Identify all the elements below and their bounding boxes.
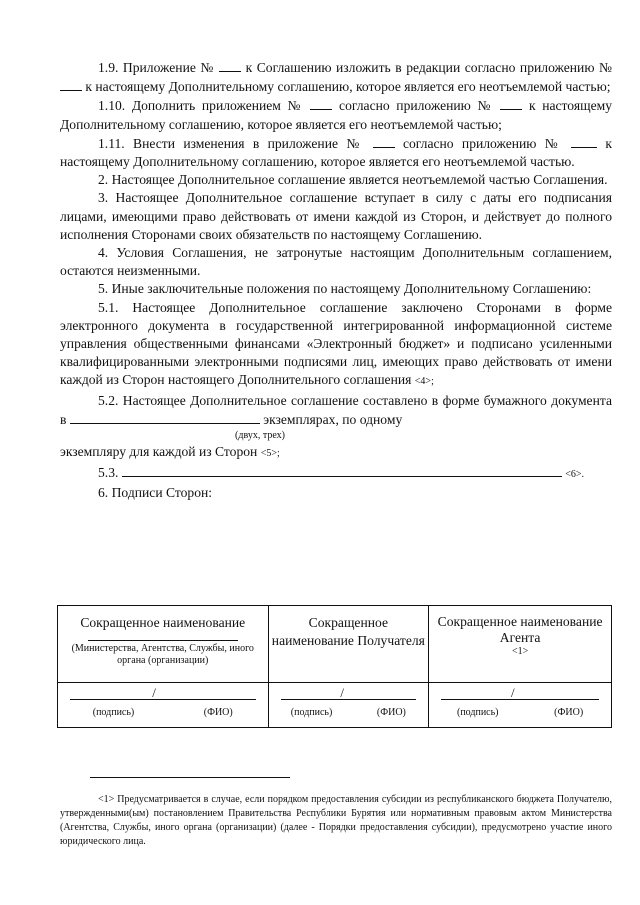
clause-1-11-a: 1.11. Внести изменения в приложение № <box>98 135 365 151</box>
sign-separator: / <box>152 685 156 700</box>
signature-label: (подпись) <box>92 707 135 718</box>
clause-1-9 <box>60 58 612 96</box>
blank-field <box>373 134 395 148</box>
ministry-title: Сокращенное наименование <box>80 615 246 630</box>
clause-1-9-b: к Соглашению изложить в редакции согласно приложению № <box>245 60 612 75</box>
clause-5-2-b: экземплярах, по одному <box>263 411 403 427</box>
ministry-note: (Министерства, Агентства, Службы, иного органа (организации) <box>71 643 254 666</box>
clause-3: 3. Настоящее Дополнительное соглашение вступает в силу с даты его подписания лицами, имеющими право действовать от имени каждой из Сторон, и действует до полного исполнения Сторонами своих обязательств по настоящему Соглашению. <box>60 190 612 242</box>
recipient-sign-cell <box>268 683 429 728</box>
blank-field <box>219 58 241 72</box>
clause-5-2-a: 5.2. Настоящее Дополнительное соглашение составлено в форме бумажного документа в <box>60 392 612 427</box>
clause-1-9-c: к настоящему Дополнительному соглашению, которое является его неотъемлемой частью; <box>85 79 611 95</box>
copies-caption: (двух, трех) <box>235 430 285 442</box>
clause-5-2-cont <box>60 443 612 463</box>
clause-6: 6. Подписи Сторон: <box>98 485 213 501</box>
blank-field <box>571 134 597 148</box>
agreement-text <box>60 58 612 503</box>
signature-line <box>70 699 256 700</box>
signature-label: (подпись) <box>290 707 333 718</box>
clause-1-10-a: 1.10. Дополнить приложением № <box>98 98 304 114</box>
ministry-sign-cell <box>58 683 269 728</box>
name-label: (ФИО) <box>203 707 233 718</box>
sign-separator: / <box>340 685 344 700</box>
clause-5: 5. Иные заключительные положения по настоящему Дополнительному Соглашению: <box>98 281 592 297</box>
clause-2: 2. Настоящее Дополнительное соглашение является неотъемлемой частью Соглашения. <box>98 172 608 188</box>
blank-field <box>310 96 332 110</box>
ministry-name-line <box>88 636 238 641</box>
name-label: (ФИО) <box>554 707 584 718</box>
footnote-ref-6: <6>. <box>565 469 584 481</box>
agent-sign-cell <box>429 683 612 728</box>
blank-field <box>500 96 522 110</box>
ministry-header-cell <box>58 606 269 683</box>
clause-1-10-c: к настоящему Дополнительному соглашению, которое является его неотъемлемой частью; <box>60 98 612 132</box>
signature-line <box>281 699 417 700</box>
clause-4: 4. Условия Соглашения, не затронутые настоящим Дополнительным соглашением, остаются неизменными. <box>60 245 612 279</box>
signature-line <box>441 699 599 700</box>
agent-header-cell <box>429 606 612 683</box>
signatures-sign-row <box>58 683 612 728</box>
agent-title: Сокращенное наименование Агента <box>437 614 603 645</box>
clause-1-9-a: 1.9. Приложение № <box>98 60 215 75</box>
clause-1-11 <box>60 134 612 171</box>
signatures-table <box>57 605 612 728</box>
recipient-header-cell <box>268 606 429 683</box>
clause-1-10 <box>60 96 612 133</box>
blank-field <box>60 77 82 91</box>
clause-5-3-a: 5.3. <box>98 465 119 481</box>
clause-1-11-b: согласно приложению № <box>402 135 563 151</box>
clause-5-1-text: 5.1. Настоящее Дополнительное соглашение заключено Сторонами в форме электронного документа в государственной интегрированной информационной системе управления общественными финансами «Электронный бюджет» и подписано усиленными квалифицированными электронными подписями лиц, имеющих право действовать от имени каждой из Сторон настоящего Дополнительного соглашения <box>60 299 612 388</box>
clause-5-2-c: экземпляру для каждой из Сторон <box>60 444 258 460</box>
recipient-title: Сокращенное наименование Получателя <box>271 615 425 648</box>
clause-1-11-c: к настоящему Дополнительному соглашению, которое является его неотъемлемой частью. <box>60 135 612 170</box>
clause-5-2 <box>60 392 612 429</box>
footnote-ref-1: <1> <box>511 646 529 657</box>
footnote-1: <1> Предусматривается в случае, если порядком предоставления субсидии из республиканского бюджета Получателю, утвержденными(ым) постановлением Правительства Республики Бурятия или нормативным правовым актом Министерства (Агентства, Службы, иного органа (организации) (далее - Порядки предоставления субсидии), предусмотрено участие иного юридического лица. <box>60 794 612 847</box>
clause-1-10-b: согласно приложению № <box>339 98 494 114</box>
copies-count-field <box>70 410 260 424</box>
sign-separator: / <box>510 685 515 700</box>
clause-5-1 <box>60 299 612 392</box>
blank-field <box>122 463 562 477</box>
name-label: (ФИО) <box>376 707 406 718</box>
clause-5-3 <box>60 463 612 484</box>
footnote-divider <box>90 777 290 778</box>
footnote-ref-4: <4>; <box>414 376 434 388</box>
signature-label: (подпись) <box>456 707 499 718</box>
signatures-header-row <box>58 606 612 683</box>
footnote-ref-5: <5>; <box>260 448 280 460</box>
